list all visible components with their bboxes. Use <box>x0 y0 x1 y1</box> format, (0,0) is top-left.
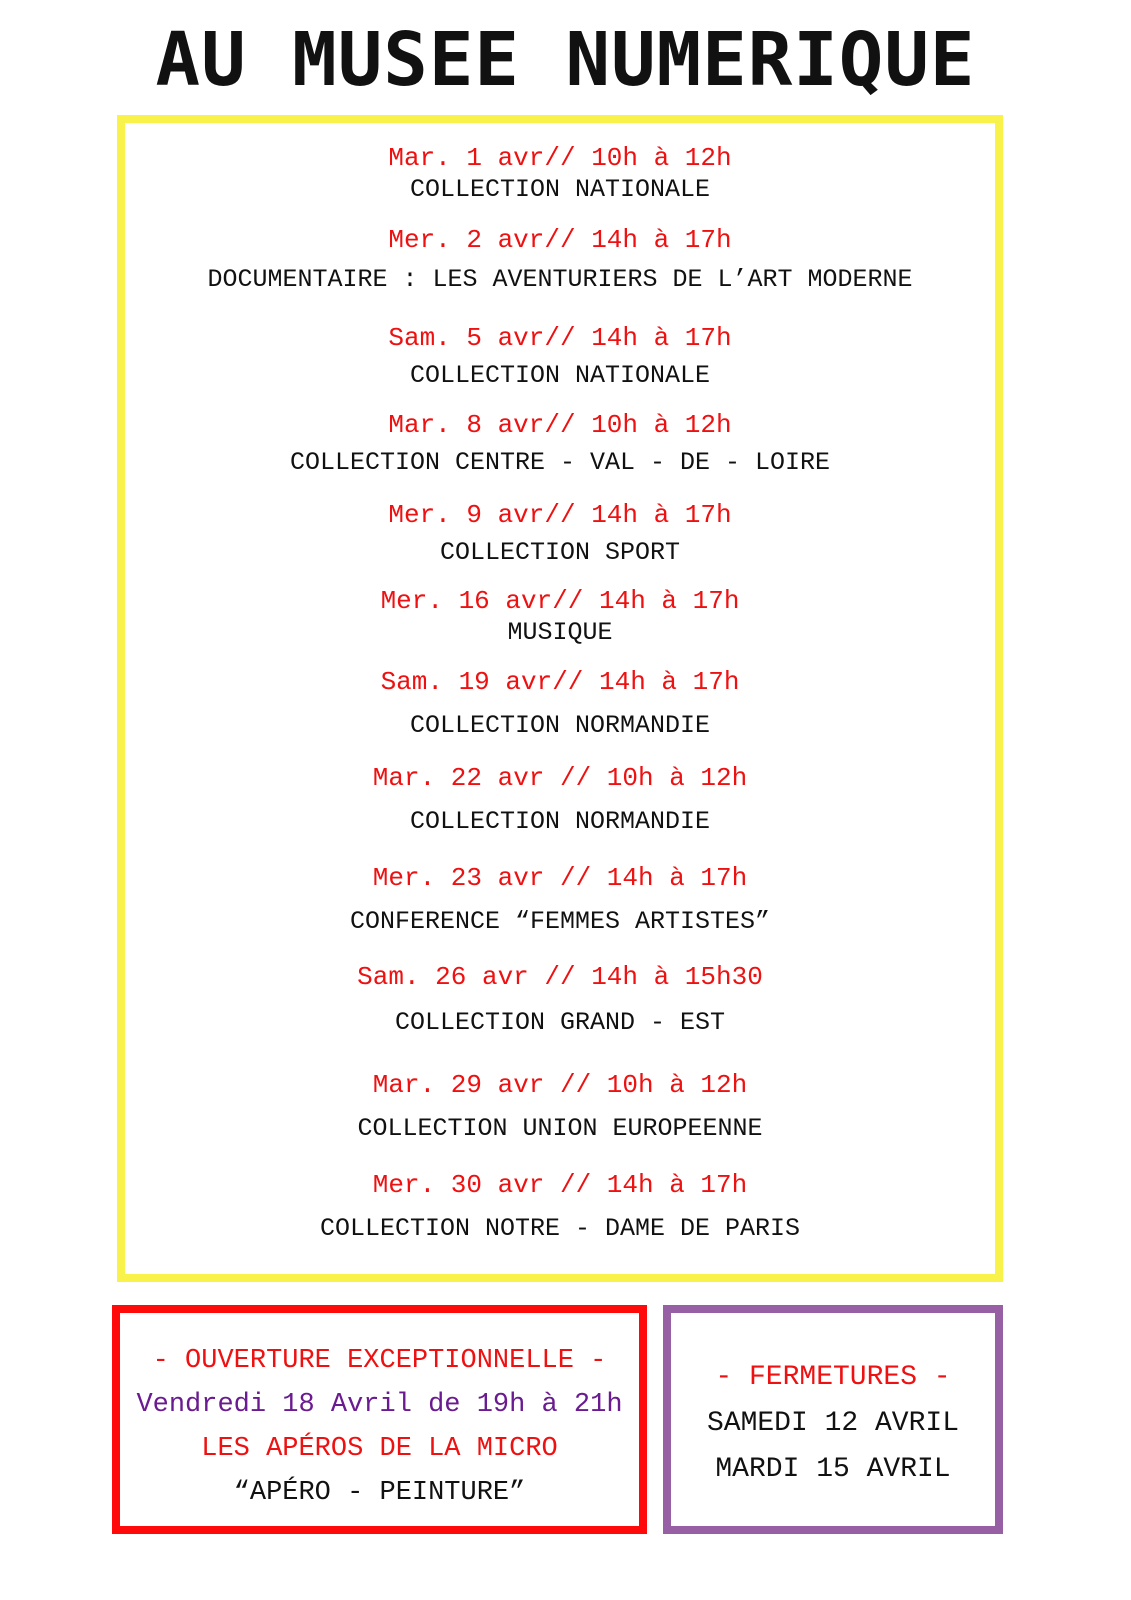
schedule-entry <box>125 961 995 1039</box>
entry-date: Mar. 8 avr// 10h à 12h <box>388 410 732 440</box>
schedule-entry <box>125 142 995 206</box>
entry-date: Sam. 26 avr // 14h à 15h30 <box>357 962 763 992</box>
exceptional-name: LES APÉROS DE LA MICRO <box>201 1434 558 1464</box>
exceptional-heading: - OUVERTURE EXCEPTIONNELLE - <box>152 1346 607 1376</box>
entry-event: COLLECTION UNION EUROPEENNE <box>357 1114 763 1143</box>
entry-event: COLLECTION NATIONALE <box>409 175 711 204</box>
entry-date: Mar. 22 avr // 10h à 12h <box>372 763 748 793</box>
schedule-entry <box>125 224 995 296</box>
entry-event: COLLECTION NOTRE - DAME DE PARIS <box>319 1214 801 1243</box>
entry-date: Sam. 19 avr// 14h à 17h <box>380 667 740 697</box>
schedule-entry <box>125 499 995 569</box>
entry-date: Mer. 16 avr// 14h à 17h <box>380 586 740 616</box>
entry-date: Mer. 30 avr // 14h à 17h <box>372 1170 748 1200</box>
closures-box <box>663 1305 1003 1534</box>
schedule-entry <box>125 862 995 938</box>
schedule-entry <box>125 322 995 392</box>
entry-event: COLLECTION NATIONALE <box>409 361 711 390</box>
entry-event: COLLECTION NORMANDIE <box>409 807 711 836</box>
exceptional-theme: “APÉRO - PEINTURE” <box>233 1478 526 1508</box>
schedule-entry <box>125 666 995 742</box>
entry-event: COLLECTION CENTRE - VAL - DE - LOIRE <box>289 448 831 477</box>
entry-event: MUSIQUE <box>507 618 613 647</box>
schedule-entry <box>125 1069 995 1145</box>
entry-date: Mer. 23 avr // 14h à 17h <box>372 863 748 893</box>
schedule-entry <box>125 409 995 479</box>
closures-heading: - FERMETURES - <box>715 1362 951 1393</box>
entry-date: Mar. 1 avr// 10h à 12h <box>388 143 732 173</box>
entry-event: DOCUMENTAIRE : LES AVENTURIERS DE L’ART MODERNE <box>207 265 913 294</box>
schedule-entry <box>125 1169 995 1245</box>
entry-event: COLLECTION GRAND - EST <box>394 1008 726 1037</box>
entry-date: Mer. 2 avr// 14h à 17h <box>388 225 732 255</box>
schedule-entry <box>125 585 995 649</box>
exceptional-when: Vendredi 18 Avril de 19h à 21h <box>136 1390 623 1420</box>
entry-event: COLLECTION SPORT <box>439 538 681 567</box>
entry-date: Sam. 5 avr// 14h à 17h <box>388 323 732 353</box>
page-title: AU MUSEE NUMERIQUE <box>155 17 976 103</box>
entry-date: Mar. 29 avr // 10h à 12h <box>372 1070 748 1100</box>
exceptional-opening-box <box>112 1305 647 1534</box>
schedule-entry <box>125 762 995 838</box>
schedule-box <box>117 115 1003 1282</box>
entry-event: CONFERENCE “FEMMES ARTISTES” <box>349 907 771 936</box>
entry-date: Mer. 9 avr// 14h à 17h <box>388 500 732 530</box>
closure-date: MARDI 15 AVRIL <box>715 1454 951 1485</box>
closure-date: SAMEDI 12 AVRIL <box>706 1408 960 1439</box>
entry-event: COLLECTION NORMANDIE <box>409 711 711 740</box>
